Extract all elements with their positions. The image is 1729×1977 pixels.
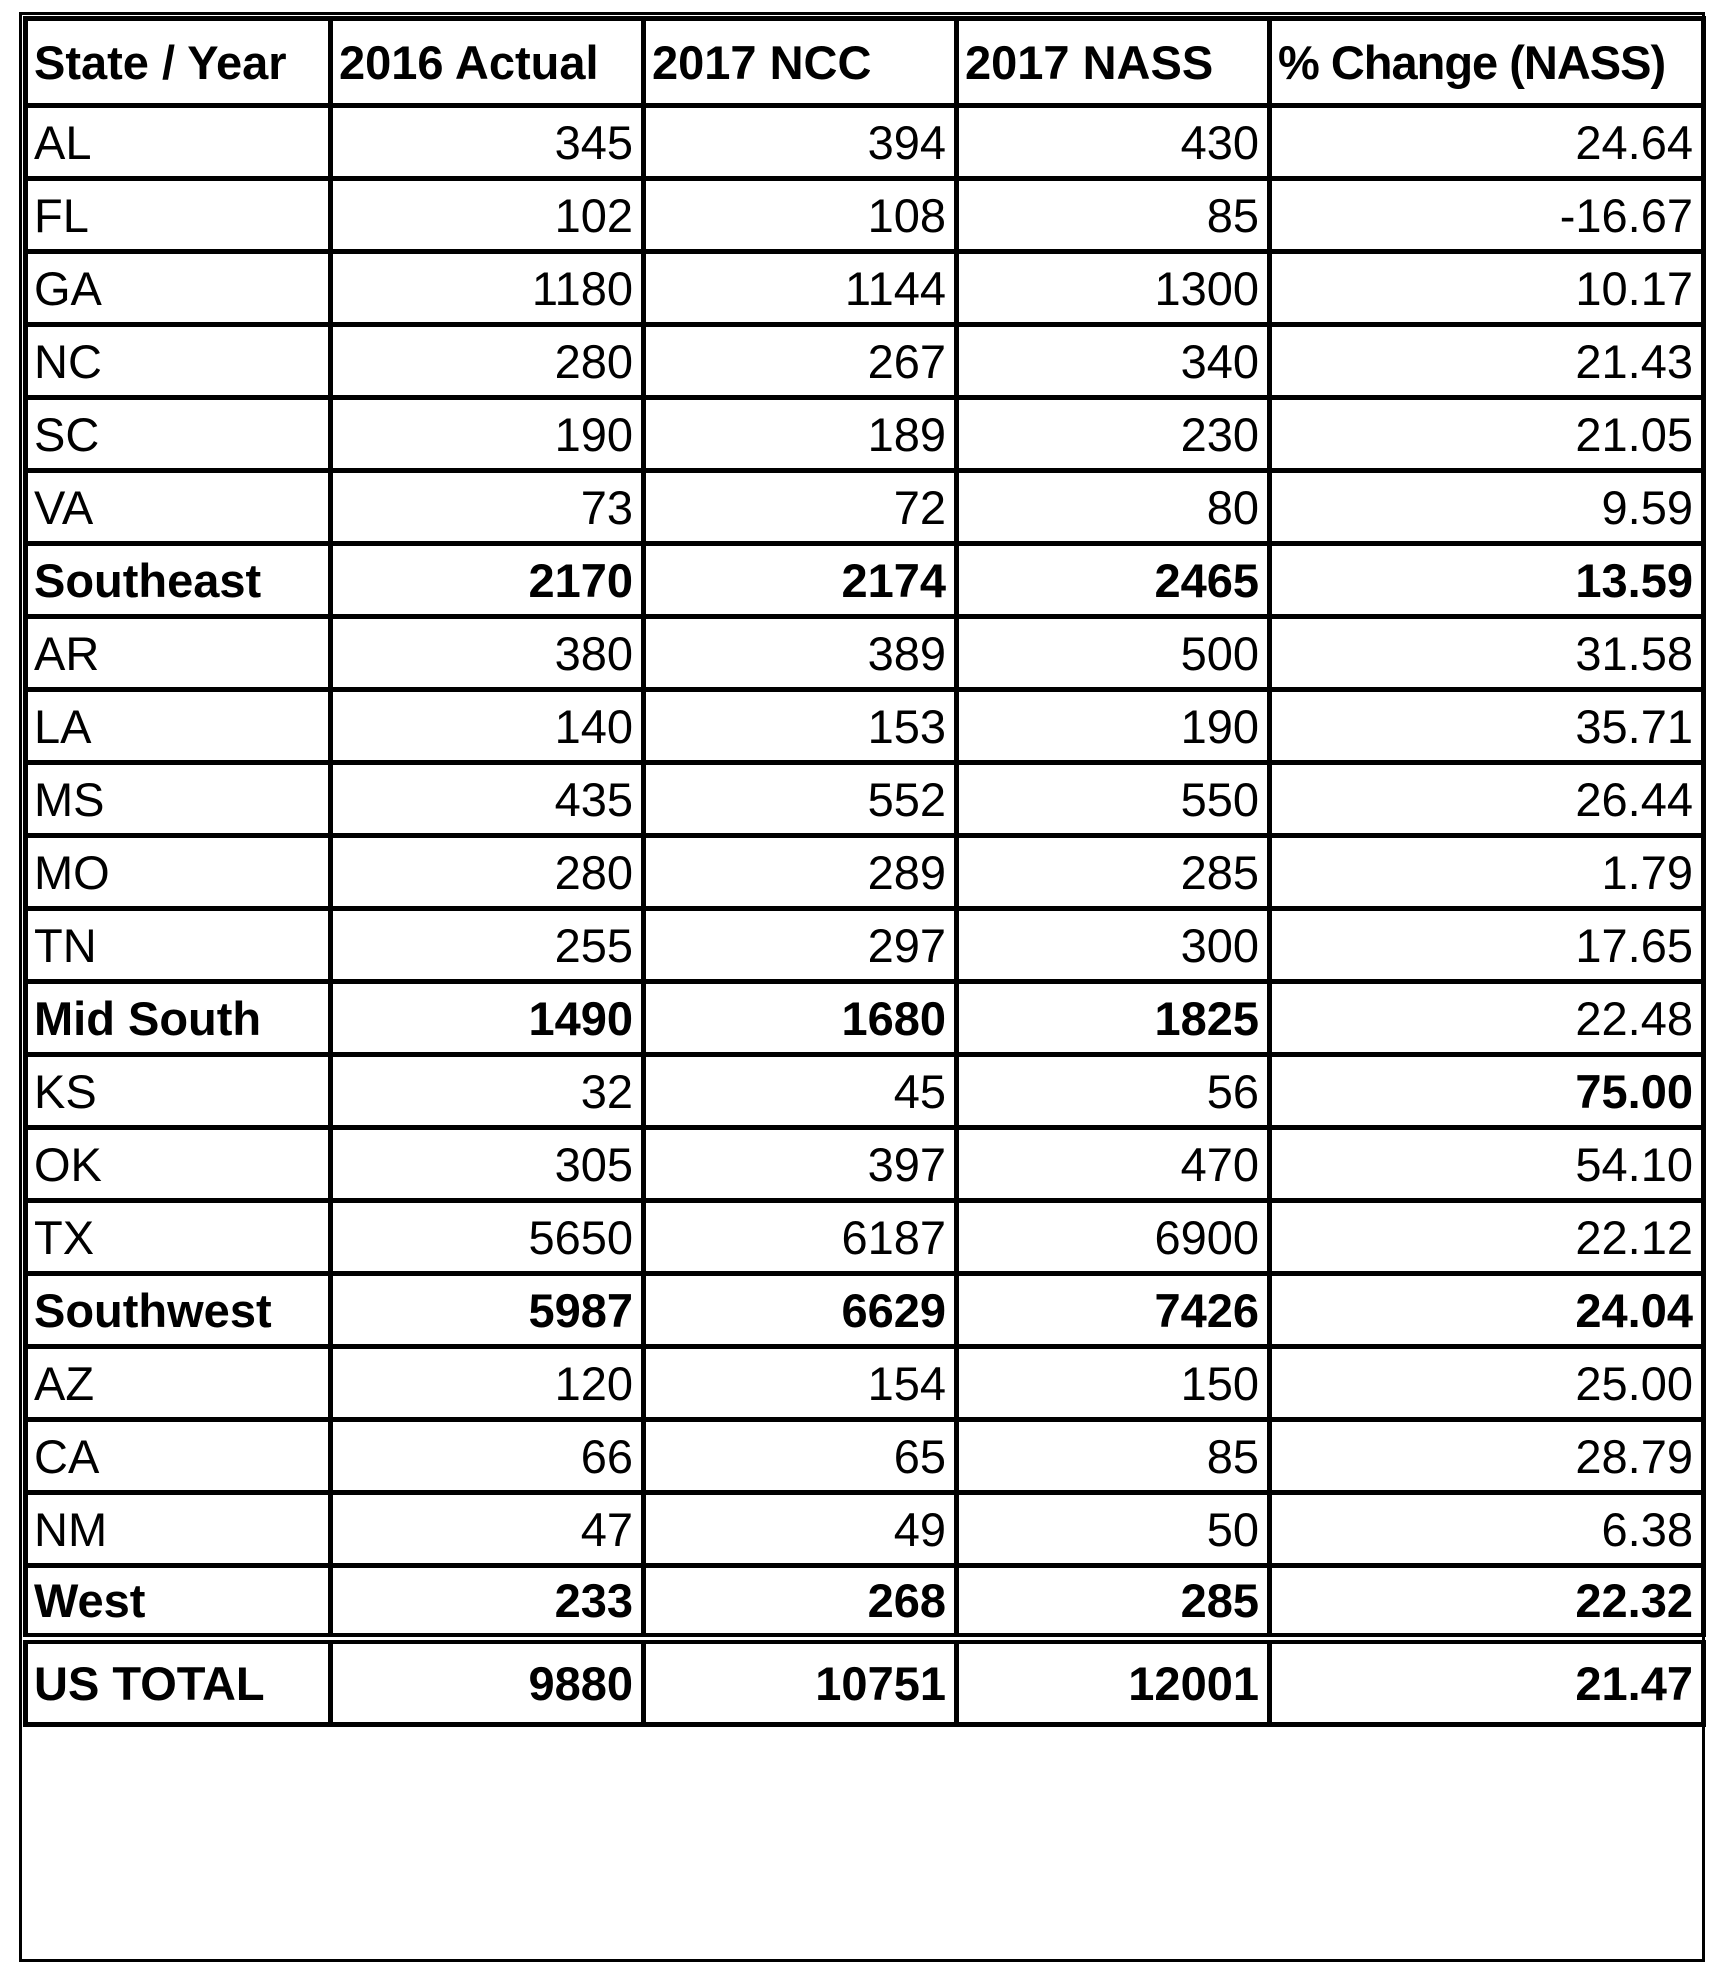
table-body bbox=[26, 106, 1704, 1725]
cell-actual-2016: 32 bbox=[331, 1055, 644, 1128]
cell-state: VA bbox=[26, 471, 331, 544]
cell-ncc-2017: 6187 bbox=[644, 1201, 957, 1274]
cell-nass-2017: 85 bbox=[957, 1420, 1270, 1493]
cell-pct-change-nass: 75.00 bbox=[1270, 1055, 1704, 1128]
table-row bbox=[26, 252, 1704, 325]
table-row bbox=[26, 1055, 1704, 1128]
cell-state: Southeast bbox=[26, 544, 331, 617]
cell-state: TX bbox=[26, 1201, 331, 1274]
cell-actual-2016: 305 bbox=[331, 1128, 644, 1201]
table-row bbox=[26, 1347, 1704, 1420]
cell-nass-2017: 1300 bbox=[957, 252, 1270, 325]
cell-ncc-2017: 394 bbox=[644, 106, 957, 179]
table-row bbox=[26, 1420, 1704, 1493]
cell-state: US TOTAL bbox=[26, 1639, 331, 1725]
table-row bbox=[26, 471, 1704, 544]
cell-ncc-2017: 267 bbox=[644, 325, 957, 398]
cell-nass-2017: 85 bbox=[957, 179, 1270, 252]
cell-nass-2017: 190 bbox=[957, 690, 1270, 763]
cell-pct-change-nass: 9.59 bbox=[1270, 471, 1704, 544]
cell-actual-2016: 233 bbox=[331, 1566, 644, 1639]
cell-ncc-2017: 389 bbox=[644, 617, 957, 690]
cell-actual-2016: 345 bbox=[331, 106, 644, 179]
cell-nass-2017: 500 bbox=[957, 617, 1270, 690]
cell-pct-change-nass: 13.59 bbox=[1270, 544, 1704, 617]
cell-state: KS bbox=[26, 1055, 331, 1128]
cell-state: FL bbox=[26, 179, 331, 252]
cell-ncc-2017: 297 bbox=[644, 909, 957, 982]
table-row bbox=[26, 106, 1704, 179]
cell-pct-change-nass: 21.47 bbox=[1270, 1639, 1704, 1725]
cell-actual-2016: 380 bbox=[331, 617, 644, 690]
subtotal-row bbox=[26, 1566, 1704, 1639]
table-row bbox=[26, 1493, 1704, 1566]
cell-nass-2017: 285 bbox=[957, 836, 1270, 909]
cell-ncc-2017: 10751 bbox=[644, 1639, 957, 1725]
column-header-state-year: State / Year bbox=[26, 19, 331, 106]
cell-ncc-2017: 45 bbox=[644, 1055, 957, 1128]
cell-nass-2017: 12001 bbox=[957, 1639, 1270, 1725]
subtotal-row bbox=[26, 544, 1704, 617]
subtotal-row bbox=[26, 1274, 1704, 1347]
cell-ncc-2017: 153 bbox=[644, 690, 957, 763]
table-row bbox=[26, 398, 1704, 471]
cell-pct-change-nass: 26.44 bbox=[1270, 763, 1704, 836]
table-row bbox=[26, 909, 1704, 982]
cell-ncc-2017: 2174 bbox=[644, 544, 957, 617]
cell-actual-2016: 47 bbox=[331, 1493, 644, 1566]
cell-pct-change-nass: 1.79 bbox=[1270, 836, 1704, 909]
cell-nass-2017: 285 bbox=[957, 1566, 1270, 1639]
cell-actual-2016: 120 bbox=[331, 1347, 644, 1420]
cell-state: GA bbox=[26, 252, 331, 325]
cell-actual-2016: 66 bbox=[331, 1420, 644, 1493]
cell-actual-2016: 5987 bbox=[331, 1274, 644, 1347]
cell-state: LA bbox=[26, 690, 331, 763]
cell-ncc-2017: 72 bbox=[644, 471, 957, 544]
cell-actual-2016: 280 bbox=[331, 836, 644, 909]
cell-nass-2017: 80 bbox=[957, 471, 1270, 544]
cell-state: TN bbox=[26, 909, 331, 982]
cell-pct-change-nass: 35.71 bbox=[1270, 690, 1704, 763]
total-row bbox=[26, 1639, 1704, 1725]
cell-ncc-2017: 65 bbox=[644, 1420, 957, 1493]
cell-nass-2017: 300 bbox=[957, 909, 1270, 982]
cell-actual-2016: 2170 bbox=[331, 544, 644, 617]
cell-ncc-2017: 49 bbox=[644, 1493, 957, 1566]
cell-ncc-2017: 1680 bbox=[644, 982, 957, 1055]
table-row bbox=[26, 325, 1704, 398]
cell-pct-change-nass: 22.12 bbox=[1270, 1201, 1704, 1274]
cell-pct-change-nass: 24.04 bbox=[1270, 1274, 1704, 1347]
cell-ncc-2017: 289 bbox=[644, 836, 957, 909]
cell-ncc-2017: 552 bbox=[644, 763, 957, 836]
cell-ncc-2017: 1144 bbox=[644, 252, 957, 325]
cell-pct-change-nass: -16.67 bbox=[1270, 179, 1704, 252]
column-header-2017-nass: 2017 NASS bbox=[957, 19, 1270, 106]
cell-ncc-2017: 6629 bbox=[644, 1274, 957, 1347]
table-row bbox=[26, 617, 1704, 690]
cell-state: CA bbox=[26, 1420, 331, 1493]
cell-pct-change-nass: 31.58 bbox=[1270, 617, 1704, 690]
cell-pct-change-nass: 22.48 bbox=[1270, 982, 1704, 1055]
cell-state: OK bbox=[26, 1128, 331, 1201]
table-row bbox=[26, 1201, 1704, 1274]
cell-nass-2017: 150 bbox=[957, 1347, 1270, 1420]
cell-nass-2017: 56 bbox=[957, 1055, 1270, 1128]
cell-actual-2016: 140 bbox=[331, 690, 644, 763]
cell-actual-2016: 5650 bbox=[331, 1201, 644, 1274]
cell-state: Mid South bbox=[26, 982, 331, 1055]
cell-actual-2016: 255 bbox=[331, 909, 644, 982]
cell-nass-2017: 7426 bbox=[957, 1274, 1270, 1347]
cell-state: MO bbox=[26, 836, 331, 909]
cell-pct-change-nass: 22.32 bbox=[1270, 1566, 1704, 1639]
cell-state: Southwest bbox=[26, 1274, 331, 1347]
cell-actual-2016: 9880 bbox=[331, 1639, 644, 1725]
cell-actual-2016: 190 bbox=[331, 398, 644, 471]
cell-nass-2017: 6900 bbox=[957, 1201, 1270, 1274]
cell-pct-change-nass: 17.65 bbox=[1270, 909, 1704, 982]
cell-state: AZ bbox=[26, 1347, 331, 1420]
cell-actual-2016: 1490 bbox=[331, 982, 644, 1055]
cell-actual-2016: 280 bbox=[331, 325, 644, 398]
cell-ncc-2017: 189 bbox=[644, 398, 957, 471]
table-row bbox=[26, 836, 1704, 909]
subtotal-row bbox=[26, 982, 1704, 1055]
data-table bbox=[23, 16, 1706, 1727]
cell-state: MS bbox=[26, 763, 331, 836]
header-row bbox=[26, 19, 1704, 106]
cell-nass-2017: 1825 bbox=[957, 982, 1270, 1055]
cell-pct-change-nass: 25.00 bbox=[1270, 1347, 1704, 1420]
cell-state: AR bbox=[26, 617, 331, 690]
cell-nass-2017: 430 bbox=[957, 106, 1270, 179]
cell-state: AL bbox=[26, 106, 331, 179]
cell-nass-2017: 230 bbox=[957, 398, 1270, 471]
cell-pct-change-nass: 10.17 bbox=[1270, 252, 1704, 325]
column-header-2017-ncc: 2017 NCC bbox=[644, 19, 957, 106]
cell-nass-2017: 550 bbox=[957, 763, 1270, 836]
cell-actual-2016: 73 bbox=[331, 471, 644, 544]
table-row bbox=[26, 179, 1704, 252]
cell-state: NM bbox=[26, 1493, 331, 1566]
cell-nass-2017: 2465 bbox=[957, 544, 1270, 617]
cell-state: SC bbox=[26, 398, 331, 471]
cell-state: NC bbox=[26, 325, 331, 398]
table-row bbox=[26, 763, 1704, 836]
table-row bbox=[26, 1128, 1704, 1201]
cell-ncc-2017: 108 bbox=[644, 179, 957, 252]
cell-ncc-2017: 154 bbox=[644, 1347, 957, 1420]
column-header-2016-actual: 2016 Actual bbox=[331, 19, 644, 106]
cell-actual-2016: 102 bbox=[331, 179, 644, 252]
cell-pct-change-nass: 28.79 bbox=[1270, 1420, 1704, 1493]
cell-pct-change-nass: 21.05 bbox=[1270, 398, 1704, 471]
cell-pct-change-nass: 6.38 bbox=[1270, 1493, 1704, 1566]
cell-actual-2016: 1180 bbox=[331, 252, 644, 325]
cell-nass-2017: 470 bbox=[957, 1128, 1270, 1201]
cell-pct-change-nass: 54.10 bbox=[1270, 1128, 1704, 1201]
cell-nass-2017: 340 bbox=[957, 325, 1270, 398]
cell-ncc-2017: 268 bbox=[644, 1566, 957, 1639]
cell-pct-change-nass: 21.43 bbox=[1270, 325, 1704, 398]
cell-pct-change-nass: 24.64 bbox=[1270, 106, 1704, 179]
cell-actual-2016: 435 bbox=[331, 763, 644, 836]
cell-nass-2017: 50 bbox=[957, 1493, 1270, 1566]
column-header-pct-change-nass: % Change (NASS) bbox=[1270, 19, 1704, 106]
cell-state: West bbox=[26, 1566, 331, 1639]
table-row bbox=[26, 690, 1704, 763]
cell-ncc-2017: 397 bbox=[644, 1128, 957, 1201]
